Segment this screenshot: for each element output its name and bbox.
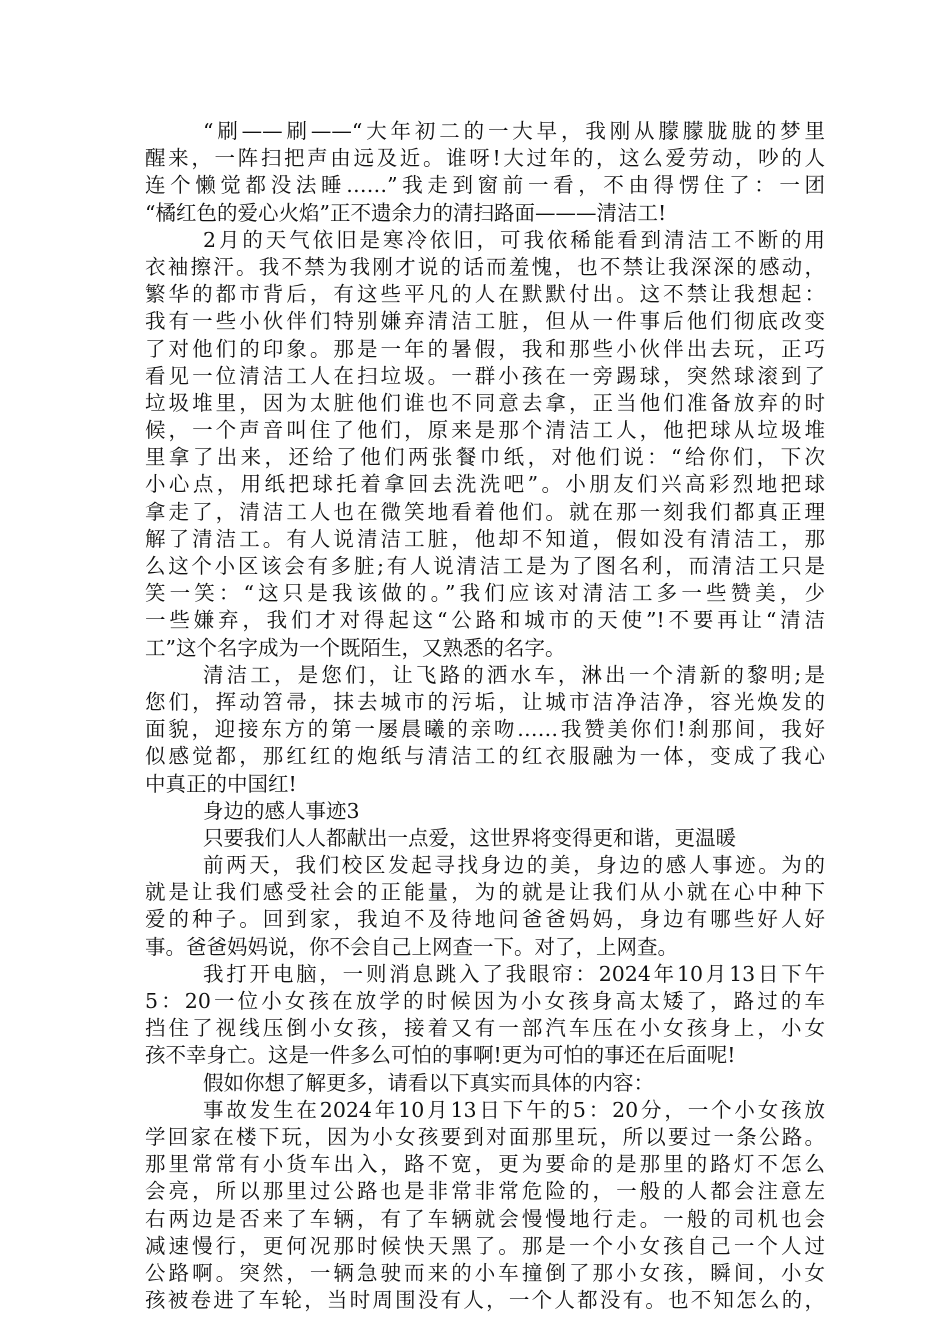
text-line: 我打开电脑，一则消息跳入了我眼帘：2024年10月13日下午	[203, 961, 825, 986]
text-line: 候，一个声音叫住了他们，原来是那个清洁工人，他把球从垃圾堆	[145, 418, 825, 443]
text-line: 醒来，一阵扫把声由远及近。谁呀!大过年的，这么爱劳动，吵的人	[145, 146, 825, 171]
text-line: 减速慢行，更何况那时候快天黑了。那是一个小女孩自己一个人过	[145, 1233, 825, 1258]
text-line: 爱的种子。回到家，我迫不及待地问爸爸妈妈，身边有哪些好人好	[145, 907, 825, 932]
text-line: 事。爸爸妈妈说，你不会自己上网查一下。对了，上网查。	[145, 934, 678, 959]
text-line: 2月的天气依旧是寒冷依旧，可我依稀能看到清洁工不断的用	[203, 227, 825, 252]
text-line: 前两天，我们校区发起寻找身边的美，身边的感人事迹。为的	[203, 853, 825, 878]
text-line: 会亮，所以那里过公路也是非常非常危险的，一般的人都会注意左	[145, 1179, 825, 1204]
text-line: 那里常常有小货车出入，路不宽，更为要命的是那里的路灯不怎么	[145, 1152, 825, 1177]
text-line: 学回家在楼下玩，因为小女孩要到对面那里玩，所以要过一条公路。	[145, 1124, 825, 1149]
text-line: “橘红色的爱心火焰”正不遗余力的清扫路面———清洁工!	[145, 200, 667, 225]
text-line: 小心点，用纸把球托着拿回去洗洗吧”。小朋友们兴高彩烈地把球	[145, 472, 825, 497]
document-body	[145, 118, 825, 1314]
text-line: “刷——刷——“大年初二的一大早，我刚从朦朦胧胧的梦里	[203, 119, 825, 143]
text-line: 清洁工，是您们，让飞路的洒水车，淋出一个清新的黎明;是	[203, 662, 825, 687]
text-line: 孩不幸身亡。这是一件多么可怕的事啊!更为可怕的事还在后面呢!	[145, 1043, 736, 1068]
text-line: 垃圾堆里，因为太脏他们谁也不同意去拿，正当他们准备放弃的时	[145, 390, 825, 415]
text-line: 挡住了视线压倒小女孩，接着又有一部汽车压在小女孩身上，小女	[145, 1016, 825, 1041]
text-line: 似感觉都，那红红的炮纸与清洁工的红衣服融为一体，变成了我心	[145, 744, 825, 769]
text-line: 了对他们的印象。那是一年的暑假，我和那些小伙伴出去玩，正巧	[145, 336, 825, 361]
text-line: 么这个小区该会有多脏;有人说清洁工是为了图名利，而清洁工只是	[145, 554, 825, 578]
text-line: 看见一位清洁工人在扫垃圾。一群小孩在一旁踢球，突然球滚到了	[145, 363, 825, 388]
text-line: 假如你想了解更多，请看以下真实而具体的内容：	[203, 1070, 654, 1095]
text-line: 繁华的都市背后，有这些平凡的人在默默付出。这不禁让我想起：	[145, 282, 825, 307]
text-line: 面貌，迎接东方的第一屡晨曦的亲吻……我赞美你们!刹那间，我好	[145, 717, 825, 742]
text-line: 我有一些小伙伴们特别嫌弃清洁工脏，但从一件事后他们彻底改变	[145, 309, 825, 334]
text-line: 工”这个名字成为一个既陌生，又熟悉的名字。	[145, 635, 566, 660]
text-line: 5：20一位小女孩在放学的时候因为小女孩身高太矮了，路过的车	[145, 989, 825, 1013]
text-line: 一些嫌弃，我们才对得起这“公路和城市的天使”!不要再让“清洁	[145, 608, 825, 633]
text-line: 右两边是否来了车辆，有了车辆就会慢慢地行走。一般的司机也会	[145, 1206, 825, 1231]
text-line: 事故发生在2024年10月13日下午的5：20分，一个小女孩放	[203, 1097, 825, 1122]
text-line: 衣袖擦汗。我不禁为我刚才说的话而羞愧，也不禁让我深深的感动，	[145, 254, 825, 279]
text-line: 身边的感人事迹3	[203, 798, 360, 823]
text-line: 就是让我们感受社会的正能量，为的就是让我们从小就在心中种下	[145, 880, 825, 905]
text-line: 孩被卷进了车轮，当时周围没有人，一个人都没有。也不知怎么的，	[145, 1288, 825, 1313]
text-line: 解了清洁工。有人说清洁工脏，他却不知道，假如没有清洁工，那	[145, 526, 825, 551]
text-line: 您们，挥动笤帚，抹去城市的污垢，让城市洁净洁净，容光焕发的	[145, 689, 825, 714]
text-line: 笑一笑：“这只是我该做的。”我们应该对清洁工多一些赞美，少	[145, 581, 825, 606]
text-line: 拿走了，清洁工人也在微笑地看着他们。就在那一刻我们都真正理	[145, 499, 825, 524]
text-line: 中真正的中国红!	[145, 771, 297, 796]
text-line: 公路啊。突然，一辆急驶而来的小车撞倒了那小女孩，瞬间，小女	[145, 1260, 825, 1285]
text-line: 只要我们人人都献出一点爱，这世界将变得更和谐，更温暖	[203, 825, 736, 850]
text-line: 连个懒觉都没法睡……”我走到窗前一看，不由得愣住了：一团	[145, 173, 825, 198]
text-line: 里拿了出来，还给了他们两张餐巾纸，对他们说：“给你们，下次	[145, 445, 825, 470]
